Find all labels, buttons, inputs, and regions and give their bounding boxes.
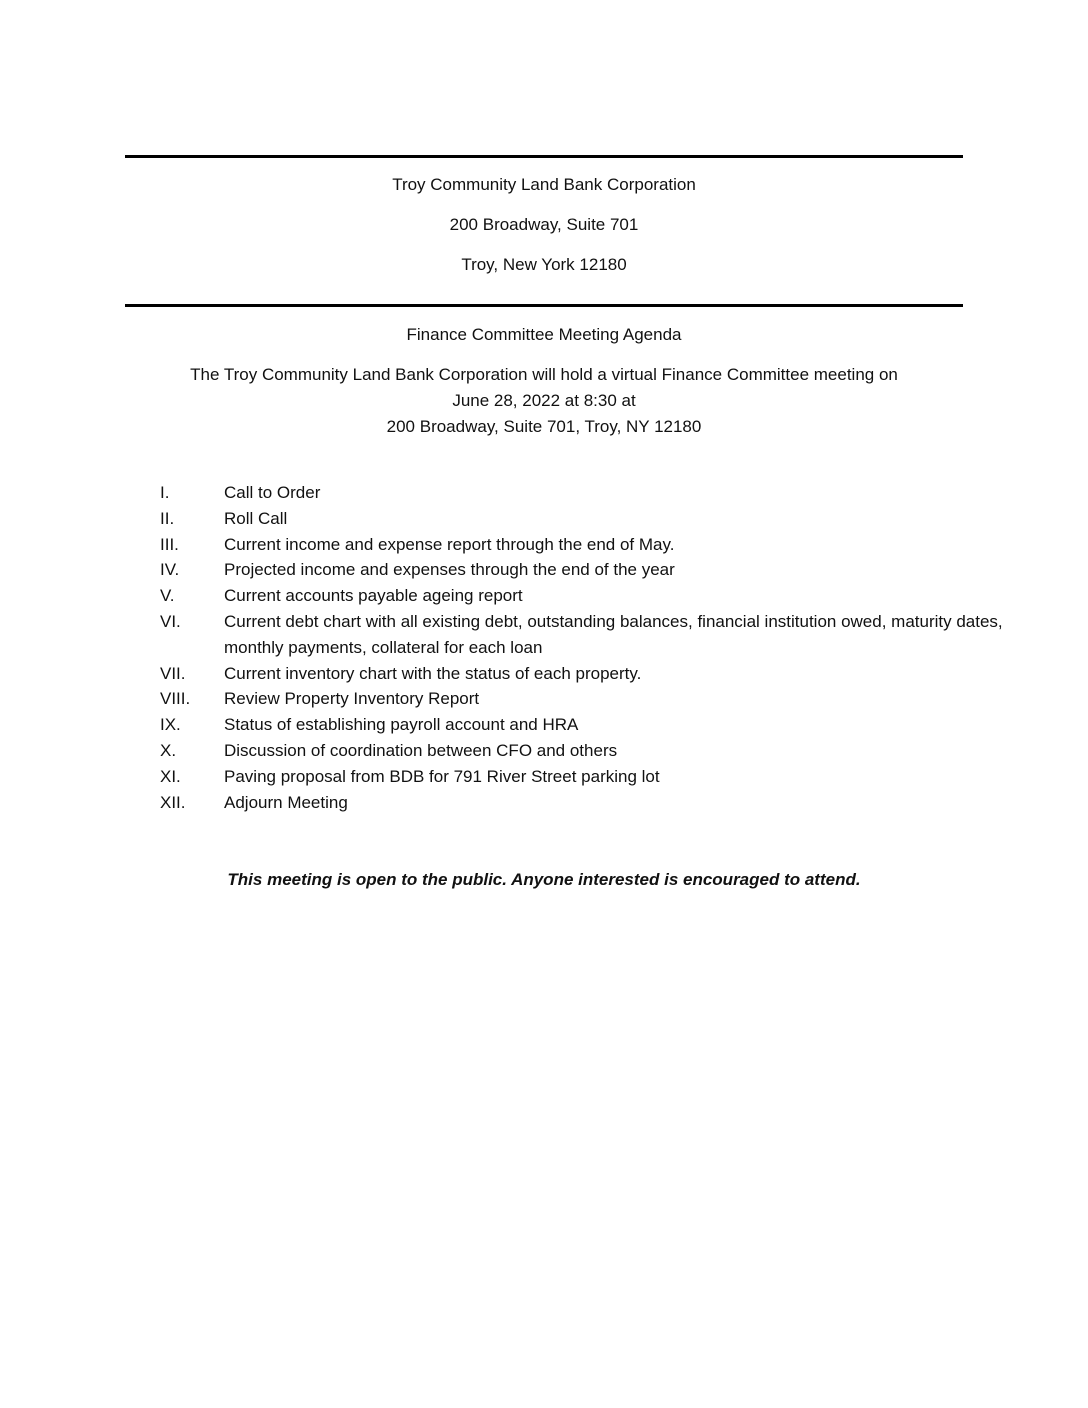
agenda-item-text: Status of establishing payroll account and HRA [224,715,579,735]
header-top-rule [125,155,963,158]
agenda-item-text: Adjourn Meeting [224,792,348,812]
agenda-list [160,480,1020,815]
organization-address: 200 Broadway, Suite 701 [449,215,639,234]
agenda-item [160,712,1020,738]
agenda-item-number: II. [160,508,175,528]
agenda-item-text: Current inventory chart with the status of each property. [224,663,642,683]
agenda-item-text: Current debt chart with all existing debt, outstanding balances, financial institution owed, maturity dates, monthly payments, collateral for each loan [224,611,1003,657]
agenda-item-number: VII. [160,663,186,683]
agenda-item-number: VI. [160,611,181,631]
intro-line-3: 200 Broadway, Suite 701, Troy, NY 12180 [386,417,702,436]
agenda-item-number: XII. [160,792,186,812]
agenda-item-number: IV. [160,560,180,580]
agenda-item [160,686,1020,712]
agenda-item-number: IX. [160,715,181,735]
agenda-item [160,557,1020,583]
agenda-item [160,661,1020,687]
agenda-item [160,738,1020,764]
agenda-item-number: III. [160,534,179,554]
agenda-item-text: Projected income and expenses through the end of the year [224,560,675,580]
agenda-item [160,609,1020,661]
agenda-item-number: V. [160,586,175,606]
agenda-item-text: Review Property Inventory Report [224,689,480,709]
agenda-item [160,532,1020,558]
agenda-item [160,764,1020,790]
agenda-item-text: Current income and expense report through the end of May. [224,534,675,554]
agenda-item-number: XI. [160,766,181,786]
agenda-item-number: X. [160,740,177,760]
organization-city: Troy, New York 12180 [461,255,627,274]
agenda-item-text: Current accounts payable ageing report [224,586,523,606]
agenda-item [160,790,1020,816]
agenda-item [160,583,1020,609]
agenda-item-number: VIII. [160,689,191,709]
agenda-item [160,506,1020,532]
agenda-item-number: I. [160,483,170,502]
agenda-item-text: Paving proposal from BDB for 791 River Street parking lot [224,766,660,786]
organization-name: Troy Community Land Bank Corporation [392,175,696,194]
agenda-item [160,480,1020,506]
agenda-item-text: Discussion of coordination between CFO and others [224,740,618,760]
intro-line-1: The Troy Community Land Bank Corporation will hold a virtual Finance Committee meeting on [190,365,898,384]
agenda-item-text: Call to Order [224,483,321,502]
header-bottom-rule [125,304,963,307]
public-meeting-notice: This meeting is open to the public. Anyone interested is encouraged to attend. [227,870,861,889]
agenda-title: Finance Committee Meeting Agenda [406,325,682,344]
agenda-item-text: Roll Call [224,508,288,528]
intro-line-2: June 28, 2022 at 8:30 at [452,391,636,410]
